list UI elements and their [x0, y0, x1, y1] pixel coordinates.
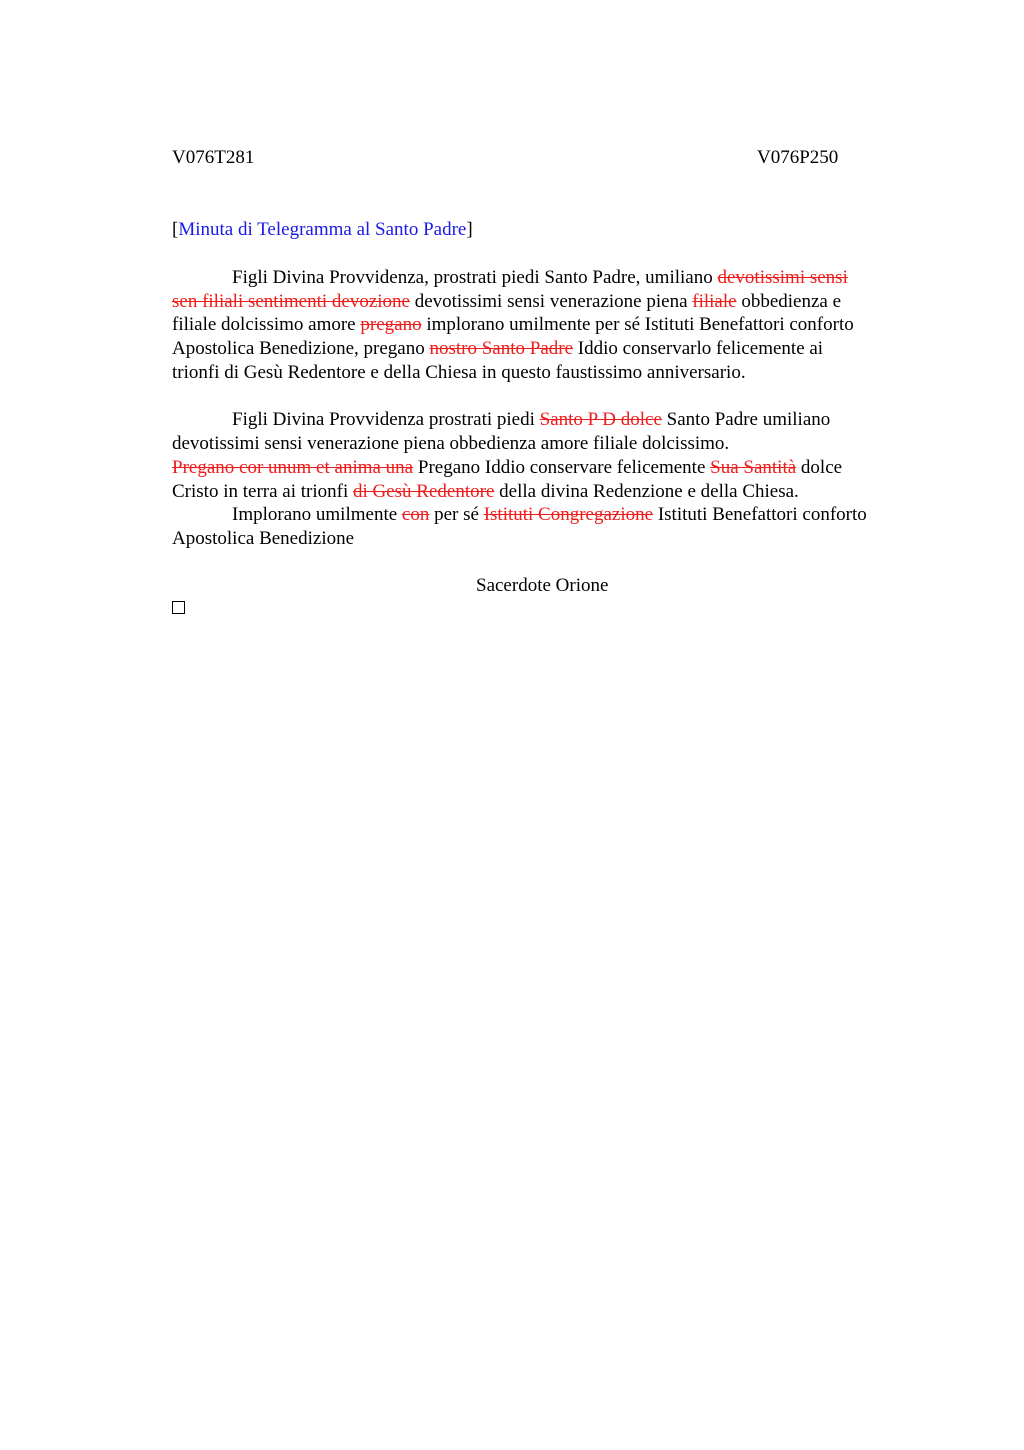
p2-line-6: Apostolica Benedizione	[172, 528, 355, 549]
p2-deletion: Istituti Congregazione	[483, 504, 654, 525]
p2-line-2: devotissimi sensi venerazione piena obbedienza amore filiale dolcissimo.	[172, 433, 730, 454]
p2-text: Implorano umilmente	[232, 504, 402, 525]
p1-text: implorano umilmente per sé Istituti Benefattori conforto	[421, 314, 854, 335]
p2-deletion: Santo P D dolce	[539, 409, 662, 430]
p2-text: Santo Padre umiliano	[661, 409, 831, 430]
p1-line-3	[172, 313, 854, 337]
document-code-right: V076P250	[757, 147, 839, 168]
p2-line-3	[172, 456, 842, 480]
p1-deletion: filiale	[692, 291, 737, 312]
p1-deletion: devotissimi sensi	[717, 267, 848, 288]
p1-text: obbedienza e	[736, 291, 842, 312]
title-text: Minuta di Telegramma al Santo Padre	[178, 219, 467, 240]
document-code-left: V076T281	[172, 147, 255, 168]
p1-text: Figli Divina Provvidenza, prostrati piedi Santo Padre, umiliano	[232, 267, 718, 288]
p2-text: dolce	[796, 457, 843, 478]
p1-line-1	[232, 266, 848, 290]
p1-text: Iddio conservarlo felicemente ai	[573, 338, 824, 359]
p1-text: filiale dolcissimo amore	[172, 314, 361, 335]
p2-text: per sé	[429, 504, 484, 525]
p2-text: Figli Divina Provvidenza prostrati piedi	[232, 409, 540, 430]
p1-deletion: pregano	[360, 314, 422, 335]
p1-deletion: sen filiali sentimenti devozione	[172, 291, 410, 312]
p2-line-4	[172, 480, 799, 504]
p2-text: della divina Redenzione e della Chiesa.	[494, 481, 799, 502]
p2-line-1	[232, 408, 830, 432]
p1-line-4	[172, 337, 823, 361]
p1-line-5: trionfi di Gesù Redentore e della Chiesa in questo faustissimo anniversario.	[172, 362, 746, 383]
title-close-bracket: ]	[466, 219, 473, 240]
p2-deletion: Pregano cor unum et anima una	[172, 457, 414, 478]
p1-deletion: nostro Santo Padre	[429, 338, 574, 359]
p2-text: Cristo in terra ai trionfi	[172, 481, 353, 502]
p2-line-5	[232, 503, 867, 527]
p2-text: Pregano Iddio conservare felicemente	[413, 457, 711, 478]
signature: Sacerdote Orione	[476, 575, 609, 596]
p1-text: Apostolica Benedizione, pregano	[172, 338, 430, 359]
p2-deletion: di Gesù Redentore	[352, 481, 495, 502]
document-title	[172, 218, 473, 242]
p2-deletion: con	[401, 504, 430, 525]
checkbox-square-icon	[172, 601, 185, 614]
p2-text: Istituti Benefattori conforto	[653, 504, 867, 525]
p1-text: devotissimi sensi venerazione piena	[409, 291, 693, 312]
title-open-bracket: [	[172, 219, 179, 240]
p2-deletion: Sua Santità	[710, 457, 797, 478]
p1-line-2	[172, 290, 841, 314]
